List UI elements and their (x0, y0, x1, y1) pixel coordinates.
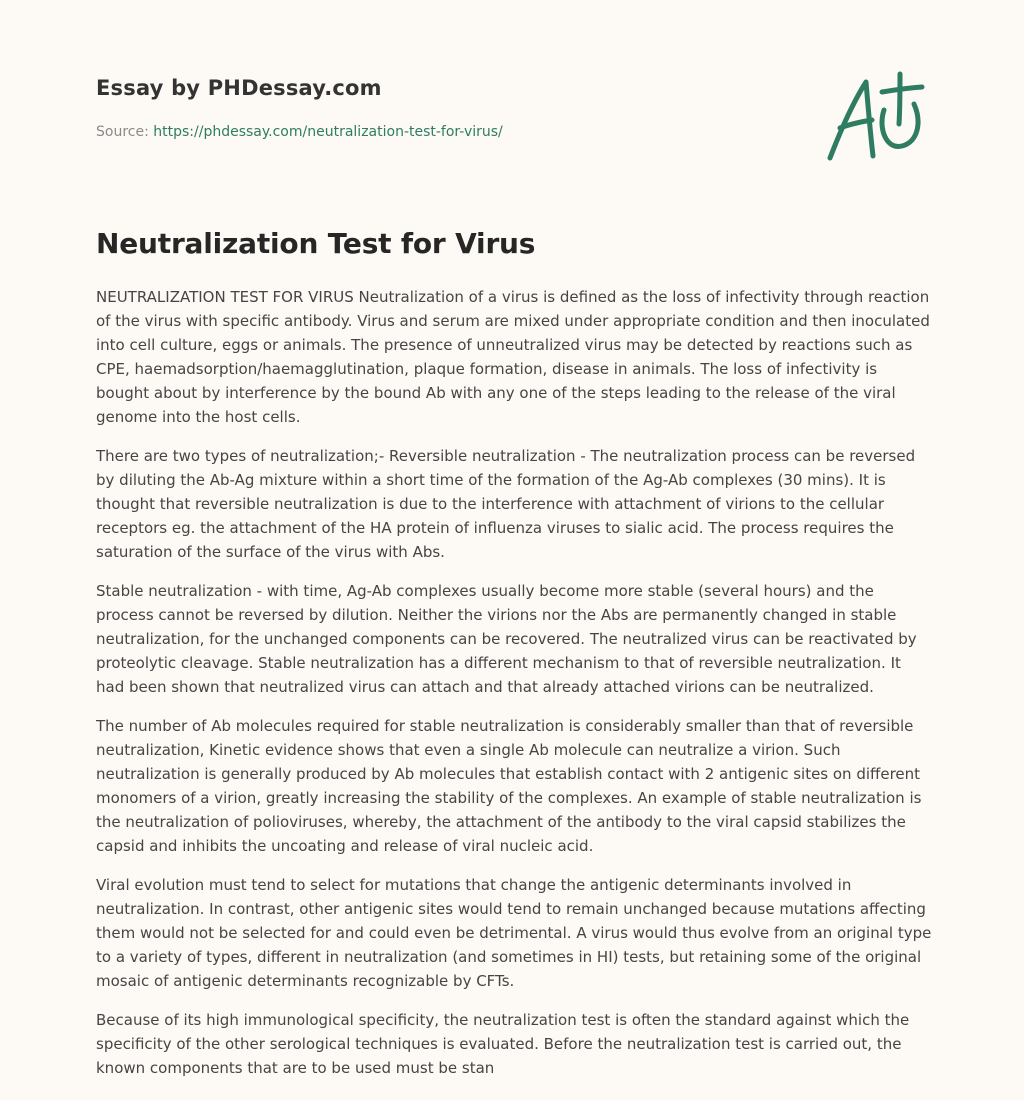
article-paragraph: Stable neutralization - with time, Ag-Ab complexes usually become more stable (several hours) and the process cannot be reversed by dilution. Neither the virions nor the Abs are permanently changed in stable neutralization, for the unchanged components can be recovered. The neutralized virus can be reactivated by proteolytic cleavage. Stable neutralization has a different mechanism to that of reversible neutralization. It had been shown that neutralized virus can attach and that already attached virions can be neutralized. (96, 582, 917, 696)
source-label: Source: (96, 124, 149, 140)
article-paragraph: There are two types of neutralization;- Reversible neutralization - The neutralization process can be reversed by diluting the Ab-Ag mixture within a short time of the formation of the Ag-Ab complexes (30 mins). It is thought that reversible neutralization is due to the interference with attachment of virions to the cellular receptors eg. the attachment of the HA protein of influenza viruses to sialic acid. The process requires the saturation of the surface of the virus with Abs. (96, 447, 916, 561)
article-paragraph: Because of its high immunological specificity, the neutralization test is often the standard against which the specificity of the other serological techniques is evaluated. Before the neutralization test is carried out, the known components that are to be used must be stan (96, 1011, 910, 1077)
essay-page (96, 0, 932, 1077)
page-header (96, 0, 932, 200)
article-body (96, 285, 932, 1095)
brand-title: Essay by PHDessay.com (96, 76, 382, 100)
source-line (96, 124, 503, 140)
a-plus-logo-icon (826, 70, 926, 164)
article-paragraph: The number of Ab molecules required for stable neutralization is considerably smaller than that of reversible neutralization, Kinetic evidence shows that even a single Ab molecule can neutralize a virion. Such neutralization is generally produced by Ab molecules that establish contact with 2 antigenic sites on different monomers of a virion, greatly increasing the stability of the complexes. An example of stable neutralization is the neutralization of polioviruses, whereby, the attachment of the antibody to the viral capsid stabilizes the capsid and inhibits the uncoating and release of viral nucleic acid. (96, 717, 922, 855)
source-link[interactable]: https://phdessay.com/neutralization-test-for-virus/ (153, 124, 503, 140)
article-paragraph: Viral evolution must tend to select for mutations that change the antigenic determinants involved in neutralization. In contrast, other antigenic sites would tend to remain unchanged because mutations affecting them would not be selected for and could even be detrimental. A virus would thus evolve from an original type to a variety of types, different in neutralization (and sometimes in HI) tests, but retaining some of the original mosaic of antigenic determinants recognizable by CFTs. (96, 876, 932, 990)
article-paragraph: NEUTRALIZATION TEST FOR VIRUS Neutralization of a virus is defined as the loss of infectivity through reaction of the virus with specific antibody. Virus and serum are mixed under appropriate condition and then inoculated into cell culture, eggs or animals. The presence of unneutralized virus may be detected by reactions such as CPE, haemadsorption/haemagglutination, plaque formation, disease in animals. The loss of infectivity is bought about by interference by the bound Ab with any one of the steps leading to the release of the viral genome into the host cells. (96, 288, 930, 426)
article-title: Neutralization Test for Virus (96, 227, 536, 260)
